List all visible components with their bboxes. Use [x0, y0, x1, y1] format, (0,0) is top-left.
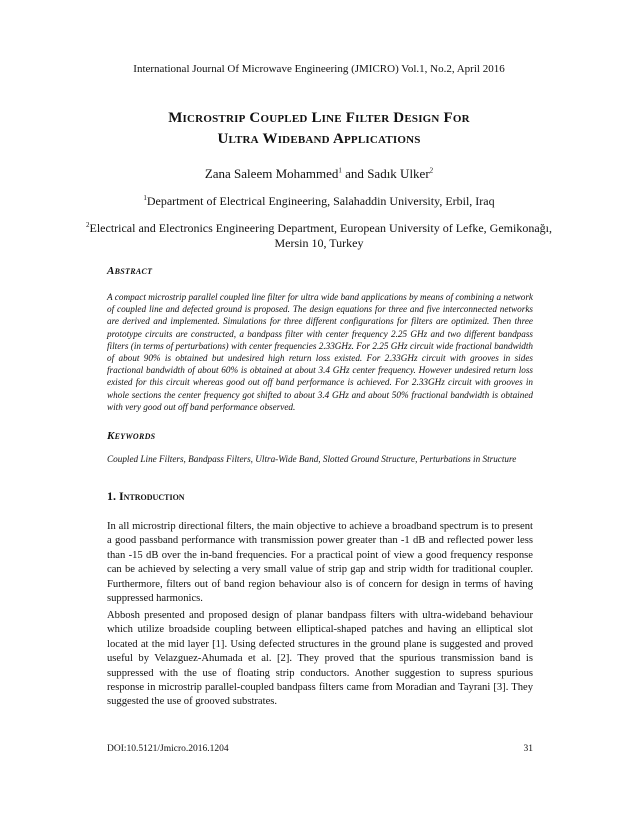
keywords-text: Coupled Line Filters, Bandpass Filters, Ultra-Wide Band, Slotted Ground Structure, Perturbations in Structure: [107, 454, 517, 464]
abstract-text: A compact microstrip parallel coupled line filter for ultra wide band applications by means of combining a network of coupled line and defected ground is proposed. The design equations for three and five interconnected networks are derived and implemented. Simulations for three different configurations for filters are optimized. Then three prototype circuits are constructed, a bandpass filter with center frequency 2.25 GHz and two different bandpass filters (in terms of perturbations) with center frequencies 2.33GHz. For 2.25 GHz circuit wide fractional bandwidth of about 90% is obtained but undesired high return loss existed. For 2.33GHz circuit with grooves in sides fractional bandwidth of about 60% is obtained at about 3.4 GHz center frequency. However undesired return loss existed for this circuit whereas good out off band performance is achieved. For 2.33GHz circuit with grooves in whole sections the center frequency got shifted to about 3.4 GHz and about 50% fractional bandwidth is obtained with very good out off band performance observed.: [107, 292, 533, 412]
title-line-1: Microstrip Coupled Line Filter Design For: [168, 110, 470, 126]
affiliation-1: [80, 194, 558, 209]
affiliation-1-mark: 1: [143, 194, 147, 202]
author-list: [0, 166, 638, 182]
intro-paragraph-1: In all microstrip directional filters, the main objective to achieve a broadband spectrum is to present a good passband performance with transmission power greater than -1 dB and reflected power less than -15 dB over the in-band frequencies. For a practical point of view a good frequency response can be achieved by selecting a very small value of strip gap and strip width for traditional coupler. Furthermore, filters out of band region behaviour also is of concern for design in terms of having suppressed harmonics.: [107, 521, 533, 605]
author-2-name: Sadık Ulker: [367, 166, 430, 181]
title-line-2: Ultra Wideband Applications: [217, 131, 421, 147]
abstract-heading: Abstract: [107, 265, 153, 277]
affiliation-2-text: Electrical and Electronics Engineering Department, European University of Lefke, Gemikonağı, Mersin 10, Turkey: [89, 221, 552, 250]
author-2-affil-mark: 2: [429, 166, 434, 175]
affiliation-2: [80, 221, 558, 251]
doi-footer: DOI:10.5121/Jmicro.2016.1204: [107, 744, 229, 754]
author-connector: and: [341, 166, 368, 181]
introduction-heading: 1. Introduction: [107, 489, 185, 503]
affiliation-2-mark: 2: [86, 221, 90, 229]
author-1-name: Zana Saleem Mohammed: [204, 166, 339, 181]
paper-title: [60, 108, 578, 150]
journal-header: International Journal Of Microwave Engineering (JMICRO) Vol.1, No.2, April 2016: [133, 63, 505, 75]
author-1-affil-mark: 1: [338, 166, 342, 175]
affiliation-1-text: Department of Electrical Engineering, Salahaddin University, Erbil, Iraq: [146, 194, 495, 208]
keywords-heading: Keywords: [107, 430, 156, 442]
intro-paragraph-2: Abbosh presented and proposed design of planar bandpass filters with ultra-wideband behaviour which utilize broadside coupling between elliptical-shaped patches and having an elliptical slot located at the mid layer [1]. Using defected structures in the ground plane is suggested and proved useful by Velazguez-Ahumada et al. [2]. They proved that the spurious transmission band is suppressed with the use of floating strip conductors. Another suggestion to supress spurious response in microstrip parallel-coupled bandpass filters came from Moradian and Tayrani [3]. They suggested the use of grooved substrates.: [107, 610, 533, 708]
page-number: 31: [523, 744, 533, 754]
